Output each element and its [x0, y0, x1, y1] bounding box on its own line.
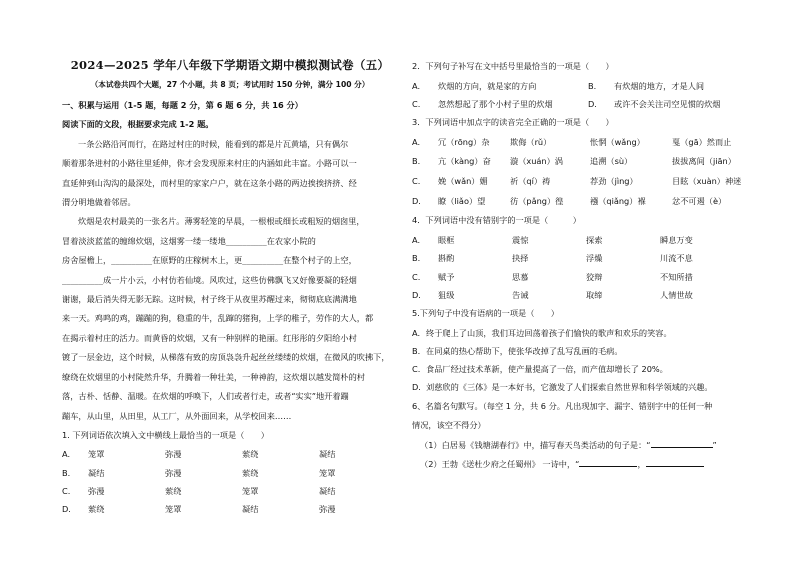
option-word: 不知所措 [660, 271, 693, 282]
option-word: 拔拔离间（jiān） [672, 156, 736, 167]
passage-line: 蹦车，从山里，从田里，从工厂，从外面回来，从学校回来…… [62, 410, 292, 421]
option-key: B. [412, 253, 421, 264]
recitation-item-1: （1）白居易《钱塘湖春行》中，描写春天鸟类活动的句子是：“ ” [420, 439, 717, 450]
option-word: 怅惘（wǎng） [590, 136, 645, 147]
passage-line: 一条公路沿河而行，在路过村庄的时候，能看到的都是片瓦黄墙，只有偶尔 [78, 138, 349, 149]
option-word: 弥漫 [88, 485, 105, 496]
option-word: 戛（gā）然而止 [672, 136, 732, 147]
section-heading: 一、积累与运用（1-5 题，每题 2 分，第 6 题 6 分，共 16 分） [62, 100, 303, 110]
exam-note: （本试卷共四个大题，27 个小题，共 8 页；考试用时 150 分钟，满分 100 分） [90, 80, 370, 89]
option-row-c [412, 360, 742, 378]
option-row-d [412, 378, 742, 396]
option-key: D. [412, 195, 421, 206]
option-word: 襁（qiǎng）褓 [590, 195, 646, 206]
option-word: 思慕 [512, 271, 529, 282]
option-word: 狙级 [438, 289, 455, 300]
option-text: 或许不会关注司空见惯的炊烟 [614, 98, 721, 109]
option-text: 炊烟的方向，就是家的方向 [438, 80, 537, 91]
question-stem: 5.下列句子中没有语病的一项是（ ） [412, 308, 559, 319]
option-word: 萦绕 [242, 467, 259, 478]
left-column [62, 96, 398, 519]
option-key: D. [412, 382, 421, 393]
option-word: 追溯（sù） [590, 156, 633, 167]
question-4 [412, 211, 742, 304]
option-word: 人情世故 [660, 289, 693, 300]
passage-line: 顺着那条进村的小路往里延伸，你才会发现原来村庄的内涵如此丰富。小路可以一 [62, 158, 357, 169]
option-word: 瞭（liǎo）望 [438, 195, 486, 206]
passage-line: 房舍屋檐上，__________在原野的庄稼树木上，更__________在整个村子的上空， [62, 255, 357, 266]
option-word: 赋予 [438, 271, 455, 282]
option-row-b [412, 342, 742, 360]
option-word: 萦绕 [242, 449, 259, 460]
option-row-b [62, 464, 398, 482]
question-stem: 1. 下列词语依次填入文中横线上最恰当的一项是（ ） [62, 429, 269, 440]
answer-blank[interactable] [579, 457, 637, 467]
option-key: A. [412, 136, 421, 147]
passage-line: __________成一片小云，小村仿若仙境。风吹过，这些仿佛飘飞又好像要凝的轻烟 [62, 274, 357, 285]
option-text: 食品厂经过技术革新，使产量提高了一倍，而产值却增长了 20%。 [426, 364, 668, 375]
answer-blank[interactable] [646, 457, 704, 467]
option-word: 凝结 [242, 504, 259, 515]
option-key: D. [412, 289, 421, 300]
option-word: 震惊 [512, 234, 529, 245]
question-2 [412, 57, 742, 113]
recitation-item-2: （2）王勃《送杜少府之任蜀州》 一诗中，“ ， [412, 455, 742, 475]
passage-paragraph-1 [62, 135, 398, 213]
option-row [412, 77, 742, 95]
option-row-b [412, 249, 742, 267]
option-word: 狡辩 [586, 271, 603, 282]
option-word: 娩（wǎn）媚 [438, 176, 488, 186]
option-key: B. [412, 345, 421, 356]
option-word: 祈（qí）祷 [510, 176, 551, 186]
option-word: 探索 [586, 234, 603, 245]
option-word: 荐劲（jìng） [590, 176, 638, 186]
option-word: 瞬息万变 [660, 234, 693, 245]
option-word: 浮燥 [586, 253, 603, 264]
question-stem: 6、名篇名句默写。（每空 1 分，共 6 分。凡出现加字、漏字、错别字中的任何一种 [412, 400, 713, 411]
answer-blank[interactable] [651, 438, 713, 448]
passage-line: 冒着淡淡蓝蓝的缠绵炊烟，这烟雾一缕一缕地__________在农家小院的 [62, 235, 316, 246]
option-word: 萦绕 [165, 485, 182, 496]
option-row-d [412, 286, 742, 304]
option-text: 刘慈欣的《三体》是一本好书，它激发了人们探索自然世界和科学领域的兴趣。 [426, 382, 713, 393]
question-stem: 2．下列句子补写在文中括号里最恰当的一项是（ ） [412, 61, 614, 71]
passage-line: 缭绕在炊烟里的小村陡然升华，升腾着一种壮美，一种神韵，这炊烟以越发简朴的村 [62, 371, 365, 382]
passage-line: 来一天。鸡鸣的鸡，蹦蹦的狗，稳重的牛，乱蹿的猪狗，上学的稚子，劳作的大人，都 [62, 313, 374, 324]
option-row-a [412, 324, 742, 342]
option-word: 亢（kàng）奋 [438, 156, 491, 167]
option-row [412, 95, 742, 113]
option-word: 眼框 [438, 234, 455, 245]
question-stem: 情况，该空不得分） [412, 420, 486, 431]
option-key: C. [412, 176, 421, 186]
option-key: D. [62, 504, 71, 515]
option-key: C. [412, 271, 421, 282]
passage-line: 在揭示着村庄的活力。而黄昏的炊烟，又有一种别样的艳丽。红彤彤的夕阳给小村 [62, 332, 357, 343]
option-word: 笼罩 [319, 467, 336, 478]
option-key: A. [412, 234, 421, 245]
option-key: C. [412, 364, 421, 375]
option-text: 在同桌的热心帮助下，使张华改掉了乱写乱画的毛病。 [426, 345, 623, 356]
option-row-a [62, 445, 398, 463]
option-key: B. [62, 467, 71, 478]
option-key: B. [588, 80, 597, 91]
option-row-a [412, 231, 742, 249]
option-word: 抉择 [512, 253, 529, 264]
option-key: D. [588, 98, 597, 109]
option-key: C. [62, 485, 71, 496]
option-key: B. [412, 156, 421, 167]
option-word: 凝结 [88, 467, 105, 478]
question-3 [412, 113, 742, 211]
option-key: C. [412, 98, 421, 109]
passage-line: 镀了一层金边，这个时候，从梯落有致的房顶袅袅升起丝丝缕缕的炊烟，在微风的吹拂下， [62, 352, 390, 363]
recitation-prompt: （1）白居易《钱塘湖春行》中，描写春天鸟类活动的句子是：“ [420, 439, 651, 450]
passage-line: 落，古朴、恬静、温暖。在炊烟的呼唤下，人们或者行走，或者“实实”地开着蹦 [62, 391, 349, 402]
option-word: 笼罩 [242, 485, 259, 496]
option-word: 凝结 [319, 449, 336, 460]
option-word: 欺侮（rǔ） [510, 136, 552, 147]
passage-line: 渭分明地做着邻居。 [62, 197, 136, 208]
option-word: 忿不可遏（è） [672, 195, 727, 206]
option-key: A. [412, 80, 421, 91]
option-word: 漩（xuán）涡 [510, 156, 563, 167]
option-text: 终于爬上了山顶，我们耳边回荡着孩子们愉快的歌声和欢乐的笑容。 [426, 327, 672, 338]
option-word: 萦绕 [88, 504, 105, 515]
option-row-d [62, 500, 398, 518]
option-word: 弥漫 [319, 504, 336, 515]
option-text: 忽然想起了那个小村子里的炊烟 [438, 98, 553, 109]
option-word: 告诫 [512, 289, 529, 300]
question-5 [412, 304, 742, 397]
option-word: 川流不息 [660, 253, 693, 264]
option-row-c [412, 268, 742, 286]
question-1 [62, 426, 398, 519]
option-word: 彷（pǎng）徨 [510, 195, 564, 206]
option-row-c [412, 172, 742, 192]
option-key: A. [62, 449, 71, 460]
option-word: 冗（rōng）杂 [438, 136, 490, 147]
option-word: 弥漫 [165, 467, 182, 478]
option-key: A. [412, 327, 421, 338]
question-6 [412, 397, 742, 475]
passage-line: 炊烟是农村最美的一张名片。薄雾轻笼的早晨，一根根或细长或粗短的烟囱里， [78, 216, 365, 227]
question-stem: 4．下列词语中没有错别字的一项是（ ） [412, 215, 581, 226]
option-word: 笼罩 [88, 449, 105, 460]
option-row-c [62, 482, 398, 500]
passage-line: 谢谢，最后消失得无影无踪。这时候，村子终于从夜里苏醒过来，彻彻底底满满地 [62, 294, 357, 305]
option-word: 笼罩 [165, 504, 182, 515]
recitation-prompt: （2）王勃《送杜少府之任蜀州》 一诗中，“ [420, 459, 580, 470]
option-word: 凝结 [319, 485, 336, 496]
right-column [412, 57, 742, 475]
passage-line: 直延伸到山沟沟的最深处，而村里的家家户户，就在这条小路的两边挨挨挤挤、经 [62, 177, 357, 188]
option-word: 弥漫 [165, 449, 182, 460]
option-row-a [412, 133, 742, 153]
option-word: 取缔 [586, 289, 603, 300]
reading-instruction: 阅读下面的文段，根据要求完成 1-2 题。 [62, 119, 214, 130]
option-word: 目眩（xuàn）神迷 [672, 176, 742, 186]
option-row-b [412, 152, 742, 172]
option-word: 斟酌 [438, 253, 455, 264]
exam-title: 2024—2025 学年八年级下学期语文期中模拟测试卷（五） [70, 58, 390, 72]
option-row-d [412, 192, 742, 212]
question-stem: 3．下列词语中加点字的读音完全正确的一项是（ ） [412, 117, 614, 128]
passage-paragraph-2 [62, 212, 398, 425]
option-text: 有炊烟的地方，才是人间 [614, 80, 705, 91]
